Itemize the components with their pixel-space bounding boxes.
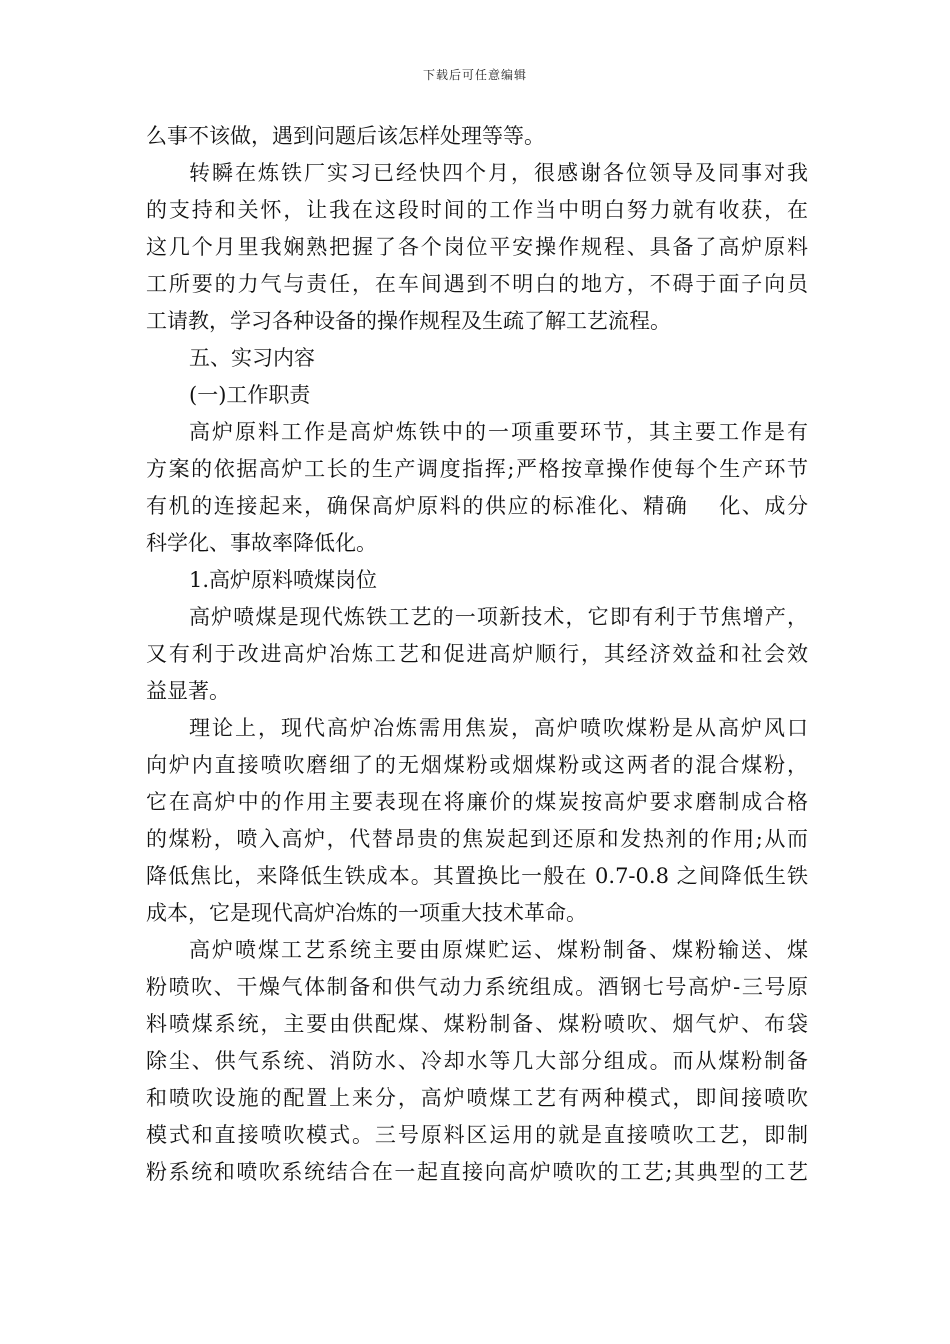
text-line: 工所要的力气与责任，在车间遇到不明白的地方，不碍于面子向员	[146, 272, 808, 296]
text-line: 科学化、事故率降低化。	[146, 531, 377, 555]
text-line: 高炉原料工作是高炉炼铁中的一项重要环节，其主要工作是有	[189, 420, 808, 444]
text-line: 高炉喷煤是现代炼铁工艺的一项新技术，它即有利于节焦增产，	[189, 605, 808, 629]
text-line: 转瞬在炼铁厂实习已经快四个月，很感谢各位领导及同事对我	[189, 161, 808, 185]
text-line: 料喷煤系统，主要由供配煤、煤粉制备、煤粉喷吹、烟气炉、布袋	[146, 1012, 808, 1036]
text-line: 1.高炉原料喷煤岗位	[189, 568, 378, 592]
text-line: 粉喷吹、干燥气体制备和供气动力系统组成。酒钢七号高炉-三号原	[146, 975, 808, 999]
text-line: 有机的连接起来，确保高炉原料的供应的标准化、精确 化、成分	[146, 494, 808, 518]
text-line: 成本，它是现代高炉冶炼的一项重大技术革命。	[146, 901, 587, 925]
text-line: 除尘、供气系统、消防水、冷却水等几大部分组成。而从煤粉制备	[146, 1049, 808, 1073]
text-line: 工请教，学习各种设备的操作规程及生疏了解工艺流程。	[146, 309, 671, 333]
text-line: 的支持和关怀，让我在这段时间的工作当中明白努力就有收获，在	[146, 198, 808, 222]
document-body	[146, 118, 808, 1191]
text-line: 方案的依据高炉工长的生产调度指挥;严格按章操作使每个生产环节	[146, 457, 808, 481]
page-header: 下载后可任意编辑	[422, 68, 527, 82]
text-line: 和喷吹设施的配置上来分，高炉喷煤工艺有两种模式，即间接喷吹	[146, 1086, 808, 1110]
text-line: 模式和直接喷吹模式。三号原料区运用的就是直接喷吹工艺，即制	[146, 1123, 808, 1147]
text-line: 粉系统和喷吹系统结合在一起直接向高炉喷吹的工艺;其典型的工艺	[146, 1160, 808, 1184]
text-line: 益显著。	[146, 679, 230, 703]
text-line: 五、实习内容	[189, 346, 315, 370]
text-line: 这几个月里我娴熟把握了各个岗位平安操作规程、具备了高炉原料	[146, 235, 808, 259]
text-line: 么事不该做，遇到问题后该怎样处理等等。	[146, 124, 545, 148]
text-line: 的煤粉，喷入高炉，代替昂贵的焦炭起到还原和发热剂的作用;从而	[146, 827, 808, 851]
text-line: 它在高炉中的作用主要表现在将廉价的煤炭按高炉要求磨制成合格	[146, 790, 808, 814]
text-line: (一)工作职责	[189, 383, 311, 407]
text-line: 向炉内直接喷吹磨细了的无烟煤粉或烟煤粉或这两者的混合煤粉，	[146, 753, 808, 777]
text-line: 高炉喷煤工艺系统主要由原煤贮运、煤粉制备、煤粉输送、煤	[189, 938, 808, 962]
text-line: 又有利于改进高炉冶炼工艺和促进高炉顺行，其经济效益和社会效	[146, 642, 808, 666]
text-line: 降低焦比，来降低生铁成本。其置换比一般在 0.7-0.8 之间降低生铁	[146, 864, 808, 888]
text-line: 理论上，现代高炉冶炼需用焦炭，高炉喷吹煤粉是从高炉风口	[189, 716, 808, 740]
